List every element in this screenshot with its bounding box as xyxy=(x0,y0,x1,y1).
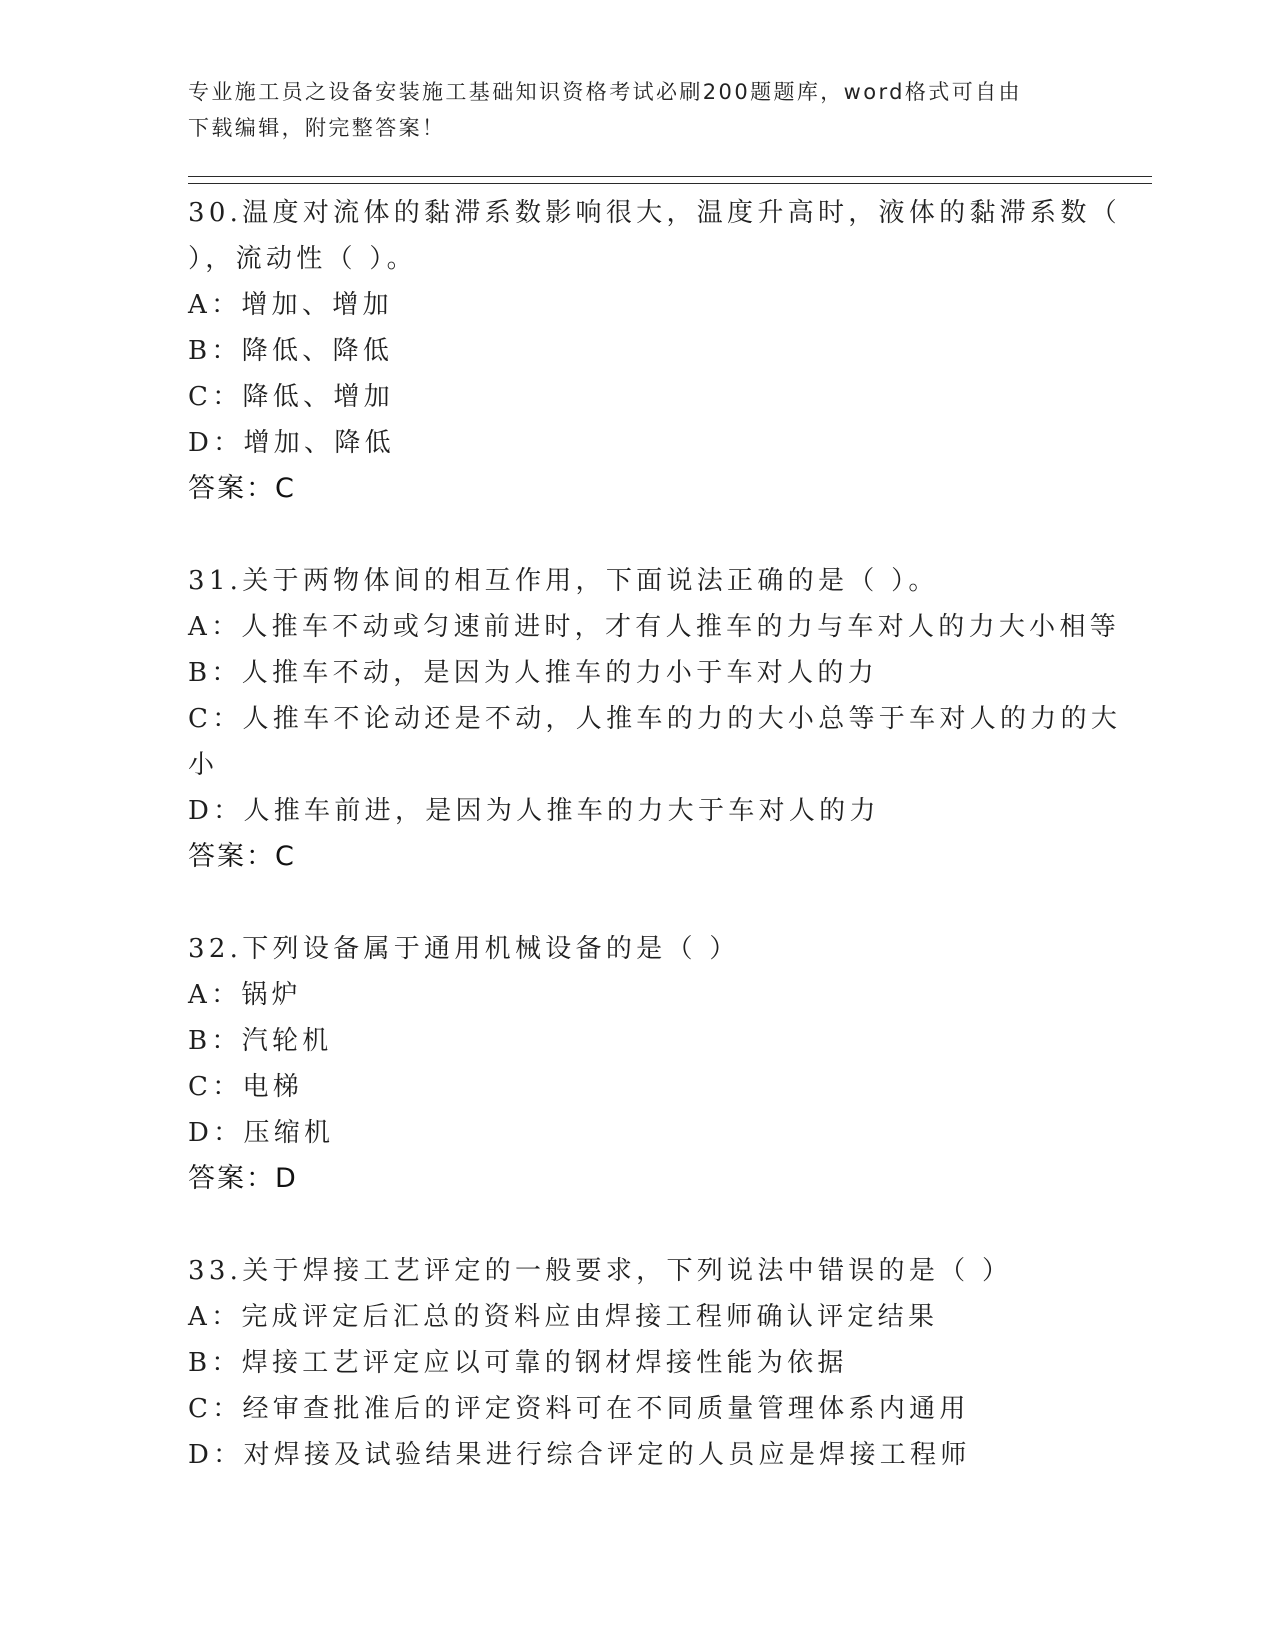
option-d: D：对焊接及试验结果进行综合评定的人员应是焊接工程师 xyxy=(188,1440,971,1470)
question-stem-continued: ），流动性（ ）。 xyxy=(188,244,417,274)
option-a: A：完成评定后汇总的资料应由焊接工程师确认评定结果 xyxy=(188,1302,939,1332)
question-31 xyxy=(188,558,1122,880)
option-b: B：降低、降低 xyxy=(188,336,394,366)
option-a: A：锅炉 xyxy=(188,980,302,1010)
option-c: C：人推车不论动还是不动，人推车的力的大小总等于车对人的力的大 xyxy=(188,704,1122,734)
header-line-2: 下载编辑，附完整答案！ xyxy=(188,116,446,140)
option-c: C：经审查批准后的评定资料可在不同质量管理体系内通用 xyxy=(188,1394,970,1424)
header-divider-top xyxy=(188,176,1152,177)
option-c-continued: 小 xyxy=(188,750,219,780)
question-32 xyxy=(188,926,1088,1202)
document-header xyxy=(188,74,1068,146)
answer-text: 答案：D xyxy=(188,1163,298,1194)
option-d: D：人推车前进，是因为人推车的力大于车对人的力 xyxy=(188,796,880,826)
option-d: D：压缩机 xyxy=(188,1118,335,1148)
option-a: A：人推车不动或匀速前进时，才有人推车的力与车对人的力大小相等 xyxy=(188,612,1121,642)
question-list xyxy=(188,190,1122,1524)
option-c: C：降低、增加 xyxy=(188,382,394,412)
question-stem: 33.关于焊接工艺评定的一般要求，下列说法中错误的是（ ） xyxy=(188,1256,1013,1286)
question-stem: 31.关于两物体间的相互作用，下面说法正确的是（ ）。 xyxy=(188,566,939,596)
question-33 xyxy=(188,1248,1088,1478)
question-30 xyxy=(188,190,1121,512)
option-b: B：焊接工艺评定应以可靠的钢材焊接性能为依据 xyxy=(188,1348,848,1378)
header-divider-bottom xyxy=(188,183,1152,184)
option-b: B：汽轮机 xyxy=(188,1026,333,1056)
option-a: A：增加、增加 xyxy=(188,290,393,320)
option-d: D：增加、降低 xyxy=(188,428,395,458)
option-b: B：人推车不动，是因为人推车的力小于车对人的力 xyxy=(188,658,879,688)
answer-text: 答案：C xyxy=(188,473,296,504)
option-c: C：电梯 xyxy=(188,1072,304,1102)
answer-text: 答案：C xyxy=(188,841,296,872)
question-stem: 30.温度对流体的黏滞系数影响很大，温度升高时，液体的黏滞系数（ xyxy=(188,198,1121,228)
question-stem: 32.下列设备属于通用机械设备的是（ ） xyxy=(188,934,740,964)
header-line-1: 专业施工员之设备安装施工基础知识资格考试必刷200题题库，word格式可自由 xyxy=(188,80,1022,104)
